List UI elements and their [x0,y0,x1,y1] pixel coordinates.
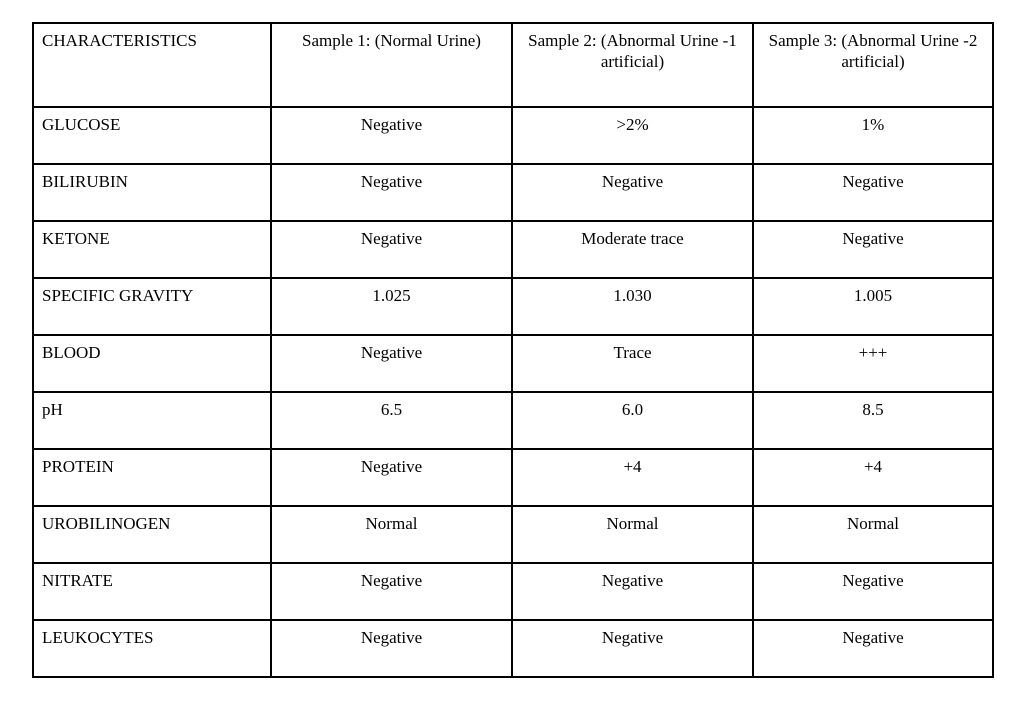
table-row [33,392,993,449]
value-cell-sample-3: Negative [753,164,993,221]
value-cell-sample-3: +4 [753,449,993,506]
value-cell-sample-3: Negative [753,221,993,278]
value-cell-sample-2: 6.0 [512,392,753,449]
characteristic-cell: PROTEIN [33,449,271,506]
value-cell-sample-3: Negative [753,563,993,620]
characteristic-cell: GLUCOSE [33,107,271,164]
value-cell-sample-1: Normal [271,506,512,563]
value-cell-sample-1: 1.025 [271,278,512,335]
value-cell-sample-1: Negative [271,221,512,278]
characteristic-cell: BILIRUBIN [33,164,271,221]
value-cell-sample-2: Negative [512,164,753,221]
characteristic-cell: LEUKOCYTES [33,620,271,677]
value-cell-sample-2: >2% [512,107,753,164]
header-row [33,23,993,107]
header-cell-sample-3: Sample 3: (Abnormal Urine -2 artificial) [753,23,993,107]
table-row [33,335,993,392]
table-row [33,278,993,335]
value-cell-sample-3: 1.005 [753,278,993,335]
table-row [33,107,993,164]
value-cell-sample-3: 8.5 [753,392,993,449]
value-cell-sample-3: 1% [753,107,993,164]
value-cell-sample-3: Normal [753,506,993,563]
value-cell-sample-1: Negative [271,620,512,677]
value-cell-sample-2: 1.030 [512,278,753,335]
value-cell-sample-2: Normal [512,506,753,563]
value-cell-sample-1: Negative [271,335,512,392]
characteristic-cell: UROBILINOGEN [33,506,271,563]
value-cell-sample-1: Negative [271,449,512,506]
table-header [33,23,993,107]
value-cell-sample-2: Negative [512,563,753,620]
value-cell-sample-1: Negative [271,107,512,164]
table-body [33,107,993,677]
table-row [33,449,993,506]
urinalysis-results-table [32,22,994,678]
value-cell-sample-1: Negative [271,164,512,221]
characteristic-cell: SPECIFIC GRAVITY [33,278,271,335]
characteristic-cell: KETONE [33,221,271,278]
value-cell-sample-3: +++ [753,335,993,392]
value-cell-sample-2: Moderate trace [512,221,753,278]
header-cell-sample-2: Sample 2: (Abnormal Urine -1 artificial) [512,23,753,107]
value-cell-sample-1: Negative [271,563,512,620]
value-cell-sample-3: Negative [753,620,993,677]
header-cell-sample-1: Sample 1: (Normal Urine) [271,23,512,107]
table-row [33,506,993,563]
value-cell-sample-2: +4 [512,449,753,506]
table-row [33,221,993,278]
value-cell-sample-2: Trace [512,335,753,392]
characteristic-cell: NITRATE [33,563,271,620]
value-cell-sample-2: Negative [512,620,753,677]
table-row [33,620,993,677]
characteristic-cell: BLOOD [33,335,271,392]
table-row [33,563,993,620]
table-row [33,164,993,221]
characteristic-cell: pH [33,392,271,449]
value-cell-sample-1: 6.5 [271,392,512,449]
header-cell-characteristics: CHARACTERISTICS [33,23,271,107]
